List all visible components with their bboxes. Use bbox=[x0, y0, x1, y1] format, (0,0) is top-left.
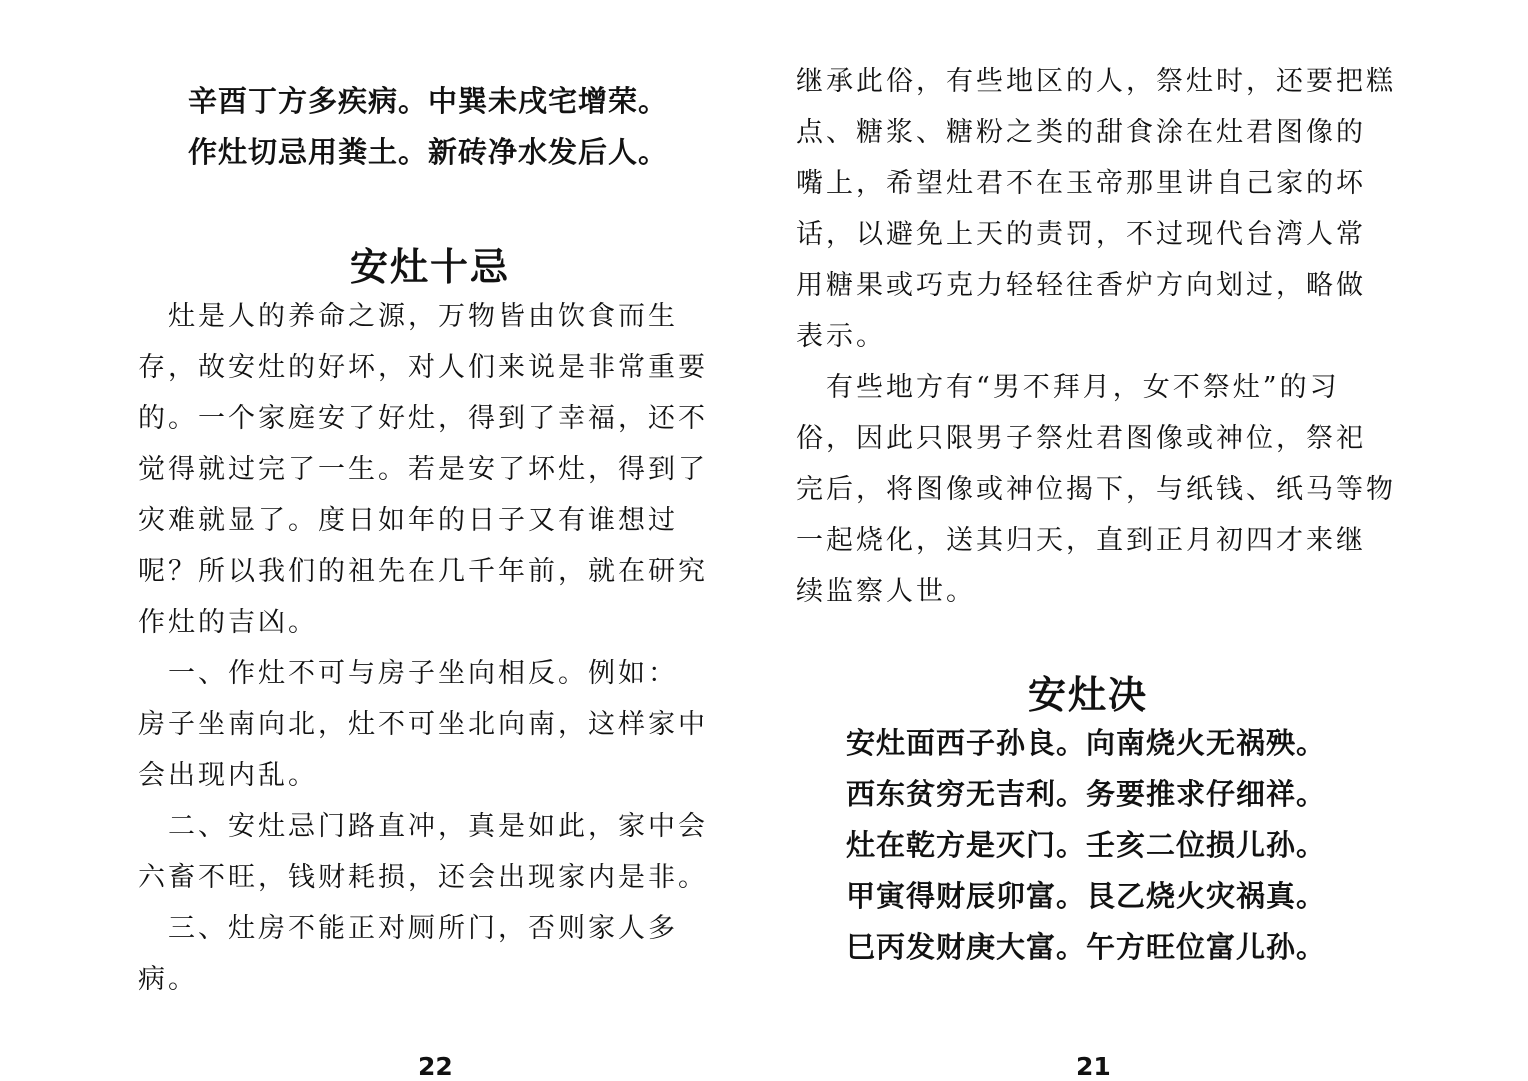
section-heading-an-zao-jue: 安灶决 bbox=[1028, 673, 1149, 717]
text-line: 灾难就显了。度日如年的日子又有谁想过 bbox=[138, 505, 678, 536]
text-line: 一起烧化，送其归天，直到正月初四才来继 bbox=[796, 525, 1366, 556]
text-line: 完后，将图像或神位揭下，与纸钱、纸马等物 bbox=[796, 474, 1396, 505]
verse-line: 西东贫穷无吉利。务要推求仔细祥。 bbox=[846, 777, 1327, 811]
text-line: 二、安灶忌门路直冲，真是如此，家中会 bbox=[138, 811, 708, 842]
verse-line: 作灶切忌用粪土。新砖净水发后人。 bbox=[188, 135, 669, 169]
text-line: 病。 bbox=[138, 964, 198, 995]
text-line: 作灶的吉凶。 bbox=[138, 607, 318, 638]
page-number-left: 22 bbox=[418, 1052, 453, 1081]
text-line: 三、灶房不能正对厕所门，否则家人多 bbox=[138, 913, 678, 944]
text-line: 有些地方有“男不拜月，女不祭灶”的习 bbox=[796, 372, 1340, 403]
verse-line: 巳丙发财庚大富。午方旺位富儿孙。 bbox=[846, 930, 1327, 964]
text-line: 话，以避免上天的责罚，不过现代台湾人常 bbox=[796, 219, 1366, 250]
text-line: 一、作灶不可与房子坐向相反。例如： bbox=[138, 658, 678, 689]
text-line: 觉得就过完了一生。若是安了坏灶，得到了 bbox=[138, 454, 708, 485]
text-line: 表示。 bbox=[796, 321, 886, 352]
section-heading-an-zao-shi-ji: 安灶十忌 bbox=[350, 245, 511, 289]
text-line: 点、糖浆、糖粉之类的甜食涂在灶君图像的 bbox=[796, 117, 1366, 148]
left-page bbox=[0, 0, 764, 1080]
text-line: 续监察人世。 bbox=[796, 576, 976, 607]
verse-line: 辛酉丁方多疾病。中巽未戌宅增荣。 bbox=[188, 84, 669, 118]
page-number-right: 21 bbox=[1076, 1052, 1111, 1081]
right-page bbox=[764, 0, 1528, 1080]
text-line: 继承此俗，有些地区的人，祭灶时，还要把糕 bbox=[796, 66, 1396, 97]
text-line: 灶是人的养命之源，万物皆由饮食而生 bbox=[138, 301, 678, 332]
text-line: 俗，因此只限男子祭灶君图像或神位，祭祀 bbox=[796, 423, 1366, 454]
text-line: 嘴上，希望灶君不在玉帝那里讲自己家的坏 bbox=[796, 168, 1366, 199]
right-verse bbox=[846, 718, 1326, 973]
right-body-text bbox=[796, 56, 1396, 617]
left-body-text bbox=[138, 291, 708, 1005]
text-line: 用糖果或巧克力轻轻往香炉方向划过，略做 bbox=[796, 270, 1366, 301]
text-line: 存，故安灶的好坏，对人们来说是非常重要 bbox=[138, 352, 708, 383]
left-verse bbox=[188, 76, 668, 178]
text-line: 六畜不旺，钱财耗损，还会出现家内是非。 bbox=[138, 862, 708, 893]
verse-line: 灶在乾方是灭门。壬亥二位损儿孙。 bbox=[846, 828, 1327, 862]
text-line: 会出现内乱。 bbox=[138, 760, 318, 791]
text-line: 的。一个家庭安了好灶，得到了幸福，还不 bbox=[138, 403, 708, 434]
text-line: 呢？所以我们的祖先在几千年前，就在研究 bbox=[138, 556, 708, 587]
text-line: 房子坐南向北，灶不可坐北向南，这样家中 bbox=[138, 709, 708, 740]
verse-line: 安灶面西子孙良。向南烧火无祸殃。 bbox=[846, 726, 1327, 760]
verse-line: 甲寅得财辰卯富。艮乙烧火灾祸真。 bbox=[846, 879, 1327, 913]
